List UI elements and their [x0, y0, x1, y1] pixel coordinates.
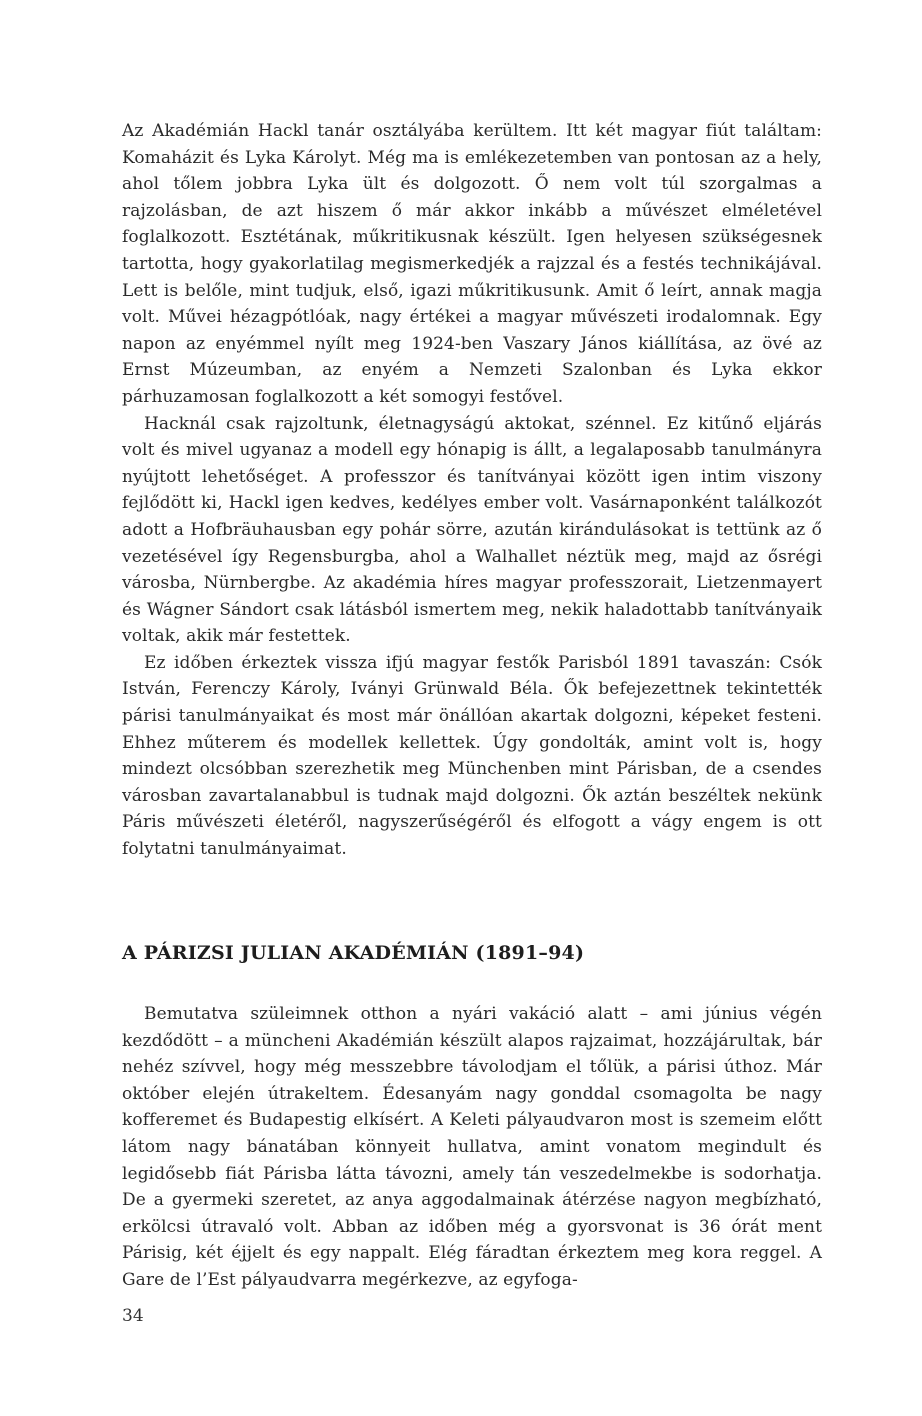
chapter-heading: A PÁRIZSI JULIAN AKADÉMIÁN (1891–94) [122, 942, 585, 964]
paragraph: Ez időben érkeztek vissza ifjú magyar festők Parisból 1891 tavaszán: Csók István, Ferenczy Károly, Iványi Grünwald Béla. Ők befejezettnek tekintették párisi tanulmányaikat és most már önállóan akartak dolgozni, képeket festeni. Ehhez műterem és modellek kellettek. Úgy gondolták, amint volt is, hogy mindezt olcsóbban szerezhetik meg Münchenben mint Párisban, de a csendes városban zavartalanabbul is tudnak majd dolgozni. Ők aztán beszéltek nekünk Páris művészeti életéről, nagyszerűségéről és elfogott a vágy engem is ott folytatni tanulmányaimat. [122, 652, 822, 860]
paragraph: Hacknál csak rajzoltunk, életnagyságú aktokat, szénnel. Ez kitűnő eljárás volt és mivel ugyanaz a modell egy hónapig is állt, a legalaposabb tanulmányra nyújtott lehetőséget. A professzor és tanítványai között igen intim viszony fejlődött ki, Hackl igen kedves, kedélyes ember volt. Vasárnaponként találkozót adott a Hofbräuhausban egy pohár sörre, azután kirándulásokat is tettünk az ő vezetésével így Regensburgba, ahol a Walhallet néztük meg, majd az ősrégi városba, Nürnbergbe. Az akadémia híres magyar professzorait, Lietzenmayert és Wágner Sándort csak látásból ismertem meg, nekik haladottabb tanítványaik voltak, akik már festettek. [122, 413, 822, 647]
body-text-top [122, 118, 822, 863]
body-text-bottom [122, 1001, 822, 1294]
page-number: 34 [122, 1306, 144, 1326]
paragraph: Bemutatva szüleimnek otthon a nyári vakáció alatt – ami június végén kezdődött – a müncheni Akadémián készült alapos rajzaimat, hozzájárultak, bár nehéz szívvel, hogy még messzebbre távolodjam el tőlük, a párisi úthoz. Már október elején útrakeltem. Édesanyám nagy gonddal csomagolta be nagy kofferemet és Budapestig elkísért. A Keleti pályaudvaron most is szemeim előtt látom nagy bánatában könnyeit hullatva, amint vonatom megindult és legidősebb fiát Párisba látta távozni, amely tán veszedelmekbe is sodorhatja. De a gyermeki szeretet, az anya aggodalmainak átérzése nagyon megbízható, erkölcsi útravaló volt. Abban az időben még a gyorsvonat is 36 órát ment Párisig, két éjjelt és egy nappalt. Elég fáradtan érkeztem meg kora reggel. A Gare de l’Est pályaudvarra megérkezve, az egyfoga- [122, 1004, 822, 1290]
paragraph: Az Akadémián Hackl tanár osztályába kerültem. Itt két magyar fiút találtam: Komaházit és Lyka Károlyt. Még ma is emlékezetemben van pontosan az a hely, ahol tőlem jobbra Lyka ült és dolgozott. Ő nem volt túl szorgalmas a rajzolásban, de azt hiszem ő már akkor inkább a művészet elméletével foglalkozott. Esztétának, műkritikusnak készült. Igen helyesen szükségesnek tartotta, hogy gyakorlatilag megismerkedjék a rajzzal és a festés technikájával. Lett is belőle, mint tudjuk, első, igazi műkritikusunk. Amit ő leírt, annak magja volt. Művei hézagpótlóak, nagy értékei a magyar művészeti irodalomnak. Egy napon az enyémmel nyílt meg 1924-ben Vaszary János kiállítása, az övé az Ernst Múzeumban, az enyém a Nemzeti Szalonban és Lyka ekkor párhuzamosan foglalkozott a két somogyi festővel. [122, 121, 822, 407]
